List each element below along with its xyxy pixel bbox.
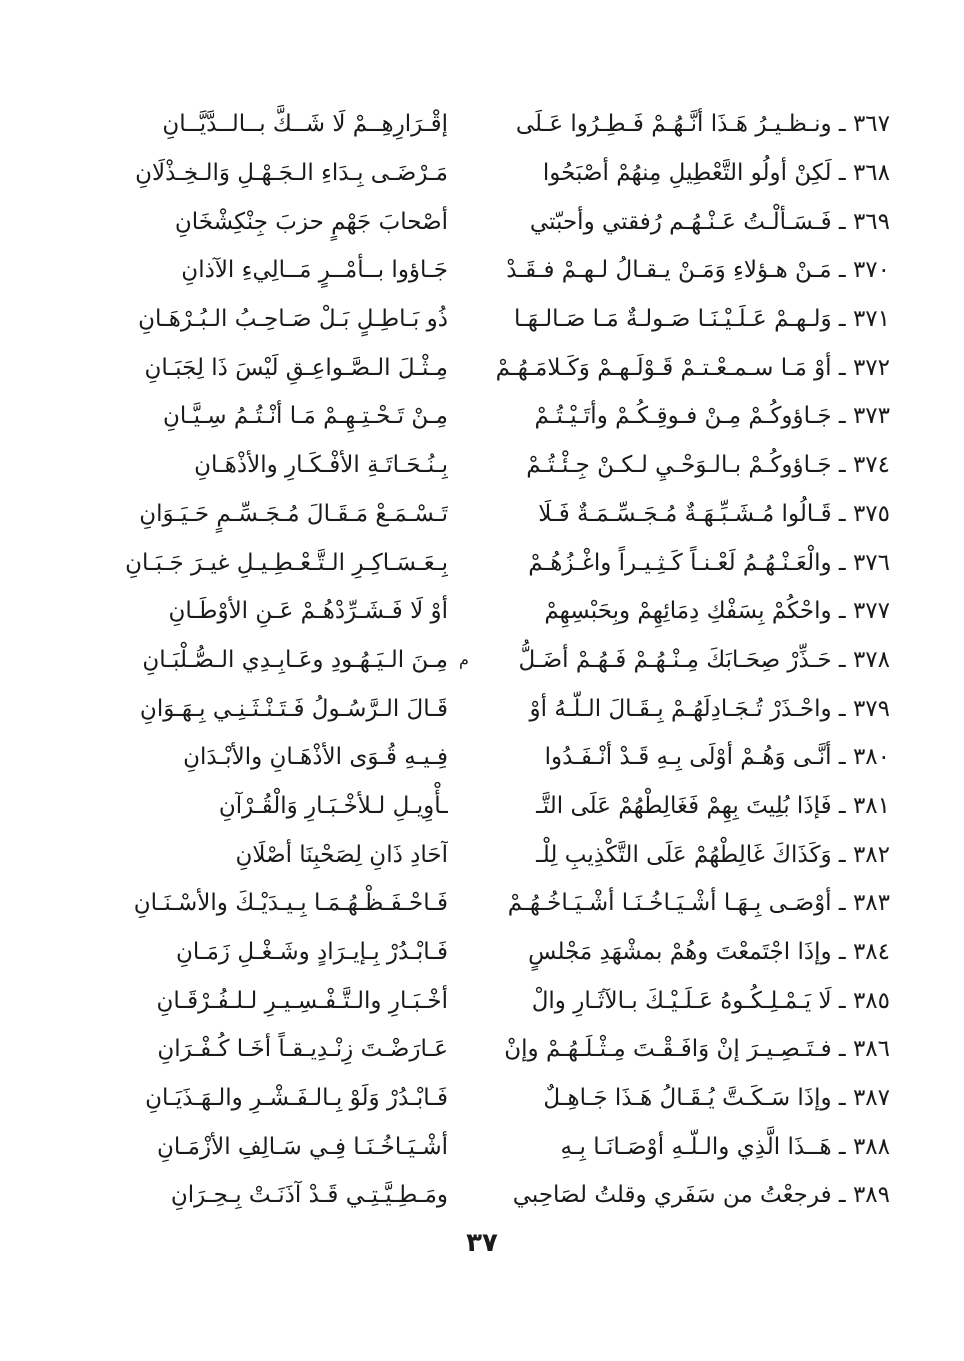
verse-second-hemistich: فَـابْـدُرْ بِـإيـرَادٍ وشَـغْـلِ زَمَـانِ xyxy=(175,939,448,966)
verse-line xyxy=(80,538,890,587)
verse-line xyxy=(80,1171,890,1220)
verse-second-hemistich: أصْحابَ جَهْمٍ حزبَ جِنْكِشْخَانِ xyxy=(174,208,448,235)
verse-line xyxy=(80,1122,890,1171)
verse-second-hemistich: مِـنْ تَـحْـتِـهِـمْ مَـا أنْـتُـمُ سِـيَّـانِ xyxy=(162,403,448,430)
verse-line xyxy=(80,1025,890,1074)
verse-line xyxy=(80,392,890,441)
verse-second-hemistich: تَـسْـمَـعْ مَـقَـالَ مُـجَـسِّـمٍ حَـيَـوَانِ xyxy=(139,500,448,527)
verse-first-hemistich: ٣٧٥ ـ قَـالُوا مُـشَـبِّـهَـةٌ مُـجَـسِّـمَـةٌ فَـلَا xyxy=(538,500,890,527)
verse-line xyxy=(80,149,890,198)
verse-first-hemistich: ٣٦٧ ـ ونـظـيـرُ هَـذَا أنَّـهُـمْ فَـطِـرُوا عَـلَى xyxy=(515,111,890,138)
verse-second-hemistich: آحَادِ ذَانِ لِصَحْبِنَا أصْلَانِ xyxy=(235,841,448,868)
verse-first-hemistich: ٣٨٦ ـ فـتَـصِـيـرَ إنْ وَافَـقْـتَ مِـثْـلَـهُـمْ وإنْ xyxy=(504,1036,890,1063)
verse-second-hemistich: ومَـطِـيَّـتِـي قَـدْ آذَنَـتْ بِـحِـرَانِ xyxy=(170,1182,448,1209)
verse-first-hemistich: ٣٧٨ ـ حَـذِّرْ صِحَـابَكَ مِـنْـهُـمْ فَـهُـمْ أضَـلُّ xyxy=(518,646,890,673)
verse-line xyxy=(80,830,890,879)
verse-marker: م xyxy=(459,650,469,670)
verse-first-hemistich: ٣٧٤ ـ جَـاؤوكُـمْ بـالـوَحْـيِ لـكـنْ جِـئْـتُـمْ xyxy=(526,452,890,479)
verse-line xyxy=(80,782,890,831)
page-number: ٣٧ xyxy=(466,1228,498,1258)
verse-line xyxy=(80,100,890,149)
verse-line xyxy=(80,197,890,246)
verse-second-hemistich: إقْـرَارِهِــمْ لَا شَــكَّ بــالــدَّيَّــانِ xyxy=(162,111,448,138)
verse-line xyxy=(80,246,890,295)
verse-second-hemistich: ـأْوِيـلِ لـلأخْـبَـارِ وَالْقُـرْآنِ xyxy=(218,792,448,819)
verse-line xyxy=(80,879,890,928)
verse-second-hemistich: جَـاؤوا بــأمْــرٍ مَــالِيءِ الآذانِ xyxy=(181,257,448,284)
verse-second-hemistich: فَـابْـدُرْ وَلَوْ بِـالـفَـشْـرِ والـهَـذَيَـانِ xyxy=(145,1085,448,1112)
verse-line xyxy=(80,636,890,685)
verse-second-hemistich: أخْـبَـارِ والـتَّـفْـسِـيـرِ لـلـفُـرْقَـانِ xyxy=(156,987,448,1014)
verse-first-hemistich: ٣٨٩ ـ فرجعْتُ من سَفَري وقلتُ لصَاحِبي xyxy=(512,1182,890,1209)
verse-second-hemistich: مِـثْـلَ الـصَّـواعِـقِ لَيْسَ ذَا لِجَبَـانِ xyxy=(144,354,448,381)
verse-first-hemistich: ٣٦٩ ـ فَـسَـألْـتُ عَـنْـهُـم رُفقتي وأحبّتي xyxy=(529,208,890,235)
verse-line xyxy=(80,928,890,977)
verse-second-hemistich: بِـنُـحَـاتَـةِ الأفْـكَـارِ والأذْهَـانِ xyxy=(194,452,448,479)
verse-first-hemistich: ٣٧٩ ـ واحْـذَرْ تُـجَـادِلَهُـمْ بِـقَـالَ الـلّـهُ أوْ xyxy=(529,695,890,722)
verse-second-hemistich: أوْ لَا فَـشَـرِّدْهُـمْ عَـنِ الأوْطَـانِ xyxy=(168,598,448,625)
verse-first-hemistich: ٣٨١ ـ فَإذَا بُلِيتَ بِهِمْ فَغَالِطْهُمْ عَلَى التَّـ xyxy=(536,792,890,819)
verse-line xyxy=(80,343,890,392)
verse-line xyxy=(80,587,890,636)
verse-first-hemistich: ٣٨٢ ـ وَكَذَاكَ غَالِطْهُمْ عَلَى التَّكْذِيبِ لِلْـ xyxy=(536,841,890,868)
verse-second-hemistich: عَـارَضْـتَ زِنْـدِيـقـاً أخَـا كُـفْـرَانِ xyxy=(157,1036,448,1063)
verse-first-hemistich: ٣٧٣ ـ جَـاؤوكُـمْ مِـنْ فـوقِـكُـمْ وأتَـيْـتُـمْ xyxy=(534,403,890,430)
verse-first-hemistich: ٣٦٨ ـ لَكِنْ أولُو التَّعْطِيلِ مِنهُمْ أصْبَحُوا xyxy=(542,160,890,187)
verse-second-hemistich: فِـيـهِ قُـوَى الأذْهَـانِ والأبْـدَانِ xyxy=(183,744,448,771)
verse-second-hemistich: فَـاحْـفَـظْـهُـمَـا بِـيـدَيْـكَ والأسْـنَـانِ xyxy=(133,890,448,917)
verse-line xyxy=(80,684,890,733)
verse-second-hemistich: مَـرْضَـى بِـدَاءِ الـجَـهْـلِ وَالـخِـذْلَانِ xyxy=(135,160,448,187)
verse-first-hemistich: ٣٨٨ ـ هَــذَا الَّذِي والـلّـهِ أوْصَـانَـا بِـهِ xyxy=(560,1133,890,1160)
verse-first-hemistich: ٣٧٠ ـ مَـنْ هـؤلاءِ وَمَـنْ يـقـالُ لـهـمْ فـقَـدْ xyxy=(506,257,890,284)
verse-line xyxy=(80,295,890,344)
verse-second-hemistich: مِـنَ الـيَـهُـودِ وعَـابِـدِي الـصُّـلْبَـانِ xyxy=(142,646,448,673)
verse-line xyxy=(80,976,890,1025)
poem-verses xyxy=(80,100,890,1220)
verse-line xyxy=(80,733,890,782)
verse-second-hemistich: أشْـيَـاخُـنَـا فِـي سَـالِفِ الأزْمَـانِ xyxy=(157,1133,448,1160)
verse-first-hemistich: ٣٧١ ـ وَلـهـمْ عَـلَـيْـنَـا صَـولـةٌ مَـا صَـالـهَـا xyxy=(513,306,890,333)
verse-first-hemistich: ٣٧٦ ـ والْعَـنْـهُـمُ لَعْـنـاً كَـثِـيـراً واغْـزُهُـمْ xyxy=(528,549,890,576)
verse-line xyxy=(80,441,890,490)
verse-first-hemistich: ٣٧٧ ـ واحْكُمْ بِسَفْكِ دِمَائِهِمْ وبِحَبْسِهِمْ xyxy=(544,598,890,625)
verse-line xyxy=(80,1074,890,1123)
verse-first-hemistich: ٣٨٠ ـ أنَّـى وَهُـمْ أوْلَى بِـهِ قَـدْ أنْـفَـدُوا xyxy=(544,744,890,771)
verse-second-hemistich: ذُو بَـاطِـلٍ بَـلْ صَـاحِـبُ الـبُـرْهَـانِ xyxy=(138,306,448,333)
verse-first-hemistich: ٣٨٧ ـ وإذَا سَـكَـتَّ يُـقَـالُ هَـذَا جَـاهِـلٌ xyxy=(543,1085,890,1112)
verse-first-hemistich: ٣٧٢ ـ أوْ مَـا سـمـعْـتـمْ قَـوْلَـهـمْ وَكَـلامَـهُـمْ xyxy=(495,354,890,381)
verse-second-hemistich: قَـالَ الـرَّسُـولُ فَـتَـنْـثَـنِـي بِـهَـوَانِ xyxy=(139,695,448,722)
verse-first-hemistich: ٣٨٤ ـ وإذَا اجْتَمعْتَ وهُمْ بمشْهَدِ مَجْلسٍ xyxy=(528,939,890,966)
verse-first-hemistich: ٣٨٣ ـ أوْصَـى بِـهَـا أشْـيَـاخُـنَـا أشْـيَـاخُـهُـمْ xyxy=(507,890,890,917)
verse-second-hemistich: بِـعَـسَـاكِـرِ الـتَّـعْـطِـيـلِ غيـرَ جَـبَـانِ xyxy=(125,549,448,576)
verse-first-hemistich: ٣٨٥ ـ لَا يَـمْـلِـكُـوهُ عَـلَـيْـكَ بـالآثَـارِ والْ xyxy=(531,987,890,1014)
verse-line xyxy=(80,490,890,539)
